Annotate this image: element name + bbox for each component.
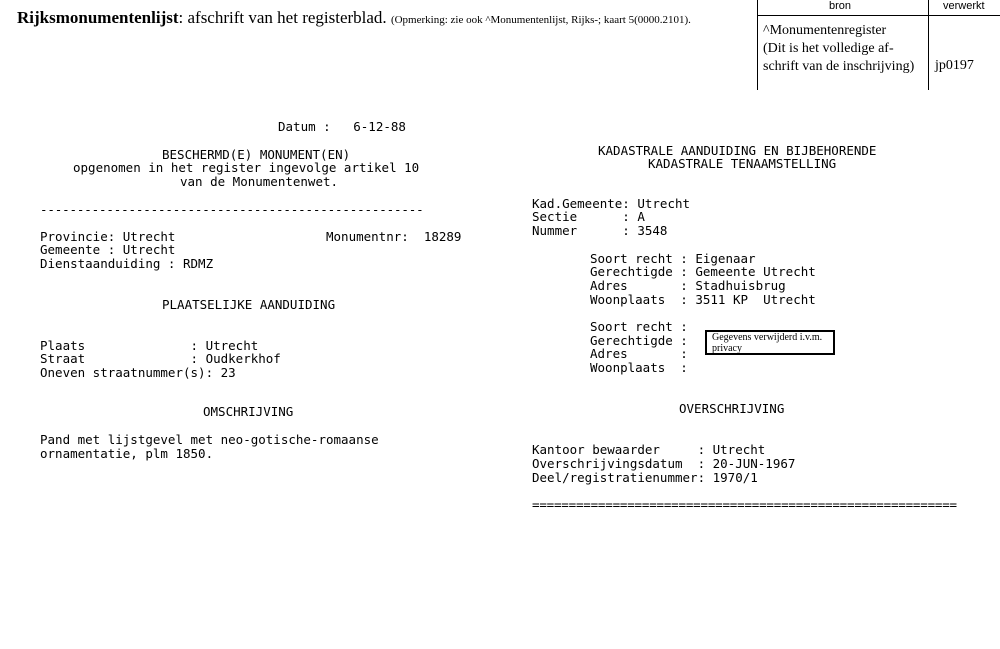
- title-bold: Rijksmonumentenlijst: [17, 8, 179, 27]
- source-box-divider: [928, 0, 929, 90]
- source-box: [757, 0, 1000, 90]
- overschrijvingsdatum-field: Overschrijvingsdatum : 20-JUN-1967: [532, 456, 796, 471]
- privacy-redaction-text: Gegevens verwijderd i.v.m. privacy: [712, 332, 823, 354]
- plaatselijke-heading: PLAATSELIJKE AANDUIDING: [162, 297, 336, 312]
- sectie-field: Sectie : A: [532, 209, 645, 224]
- bron-header: bron: [829, 0, 852, 12]
- document-title: [17, 8, 691, 28]
- source-box-header-line: [757, 15, 1000, 16]
- title-note: (Opmerking: zie ook ^Monumentenlijst, Rijks-; kaart 5(0000.2101).: [390, 14, 691, 26]
- verwerkt-code: jp0197: [935, 58, 974, 73]
- datum-line: Datum : 6-12-88: [278, 119, 406, 134]
- privacy-redaction-box: [705, 330, 835, 355]
- provincie-field: Provincie: Utrecht: [40, 229, 176, 244]
- kantoor-field: Kantoor bewaarder : Utrecht: [532, 442, 766, 457]
- omschrijving-line-2: ornamentatie, plm 1850.: [40, 446, 214, 461]
- verwerkt-header: verwerkt: [943, 0, 985, 12]
- monument-subheading: opgenomen in het register ingevolge artikel 10: [73, 160, 420, 175]
- straatnummer-field: Oneven straatnummer(s): 23: [40, 365, 236, 380]
- source-box-left-border: [757, 0, 758, 90]
- gerechtigde-1: Gerechtigde : Gemeente Utrecht: [590, 264, 816, 279]
- straat-field: Straat : Oudkerkhof: [40, 351, 281, 366]
- plaats-field: Plaats : Utrecht: [40, 338, 259, 353]
- omschrijving-heading: OMSCHRIJVING: [203, 404, 294, 419]
- monument-subheading-2: van de Monumentenwet.: [180, 174, 339, 189]
- soort-recht-1: Soort recht : Eigenaar: [590, 251, 756, 266]
- monumentnr-field: Monumentnr: 18289: [326, 229, 462, 244]
- woonplaats-2: Woonplaats :: [590, 360, 688, 375]
- kadastrale-subheading: KADASTRALE TENAAMSTELLING: [648, 156, 837, 171]
- adres-1: Adres : Stadhuisbrug: [590, 278, 786, 293]
- woonplaats-1: Woonplaats : 3511 KP Utrecht: [590, 292, 816, 307]
- bron-text: ^Monumentenregister (Dit is het volledige af- schrift van de inschrijving): [763, 23, 915, 74]
- title-rest: : afschrift van het registerblad.: [178, 8, 387, 27]
- soort-recht-2: Soort recht :: [590, 319, 688, 334]
- kadastrale-heading: KADASTRALE AANDUIDING EN BIJBEHORENDE: [598, 143, 877, 158]
- gerechtigde-2: Gerechtigde :: [590, 333, 688, 348]
- overschrijving-heading: OVERSCHRIJVING: [679, 401, 785, 416]
- dash-separator: ----------------------------------------------------: [40, 202, 424, 217]
- deel-field: Deel/registratienummer: 1970/1: [532, 470, 758, 485]
- dienstaanduiding-field: Dienstaanduiding : RDMZ: [40, 256, 214, 271]
- nummer-field: Nummer : 3548: [532, 223, 668, 238]
- gemeente-field: Gemeente : Utrecht: [40, 242, 176, 257]
- equals-separator: ==========================================================: [532, 497, 957, 512]
- monument-heading: BESCHERMD(E) MONUMENT(EN): [162, 147, 351, 162]
- adres-2: Adres :: [590, 346, 688, 361]
- kad-gemeente-field: Kad.Gemeente: Utrecht: [532, 196, 691, 211]
- omschrijving-line-1: Pand met lijstgevel met neo-gotische-romaanse: [40, 432, 379, 447]
